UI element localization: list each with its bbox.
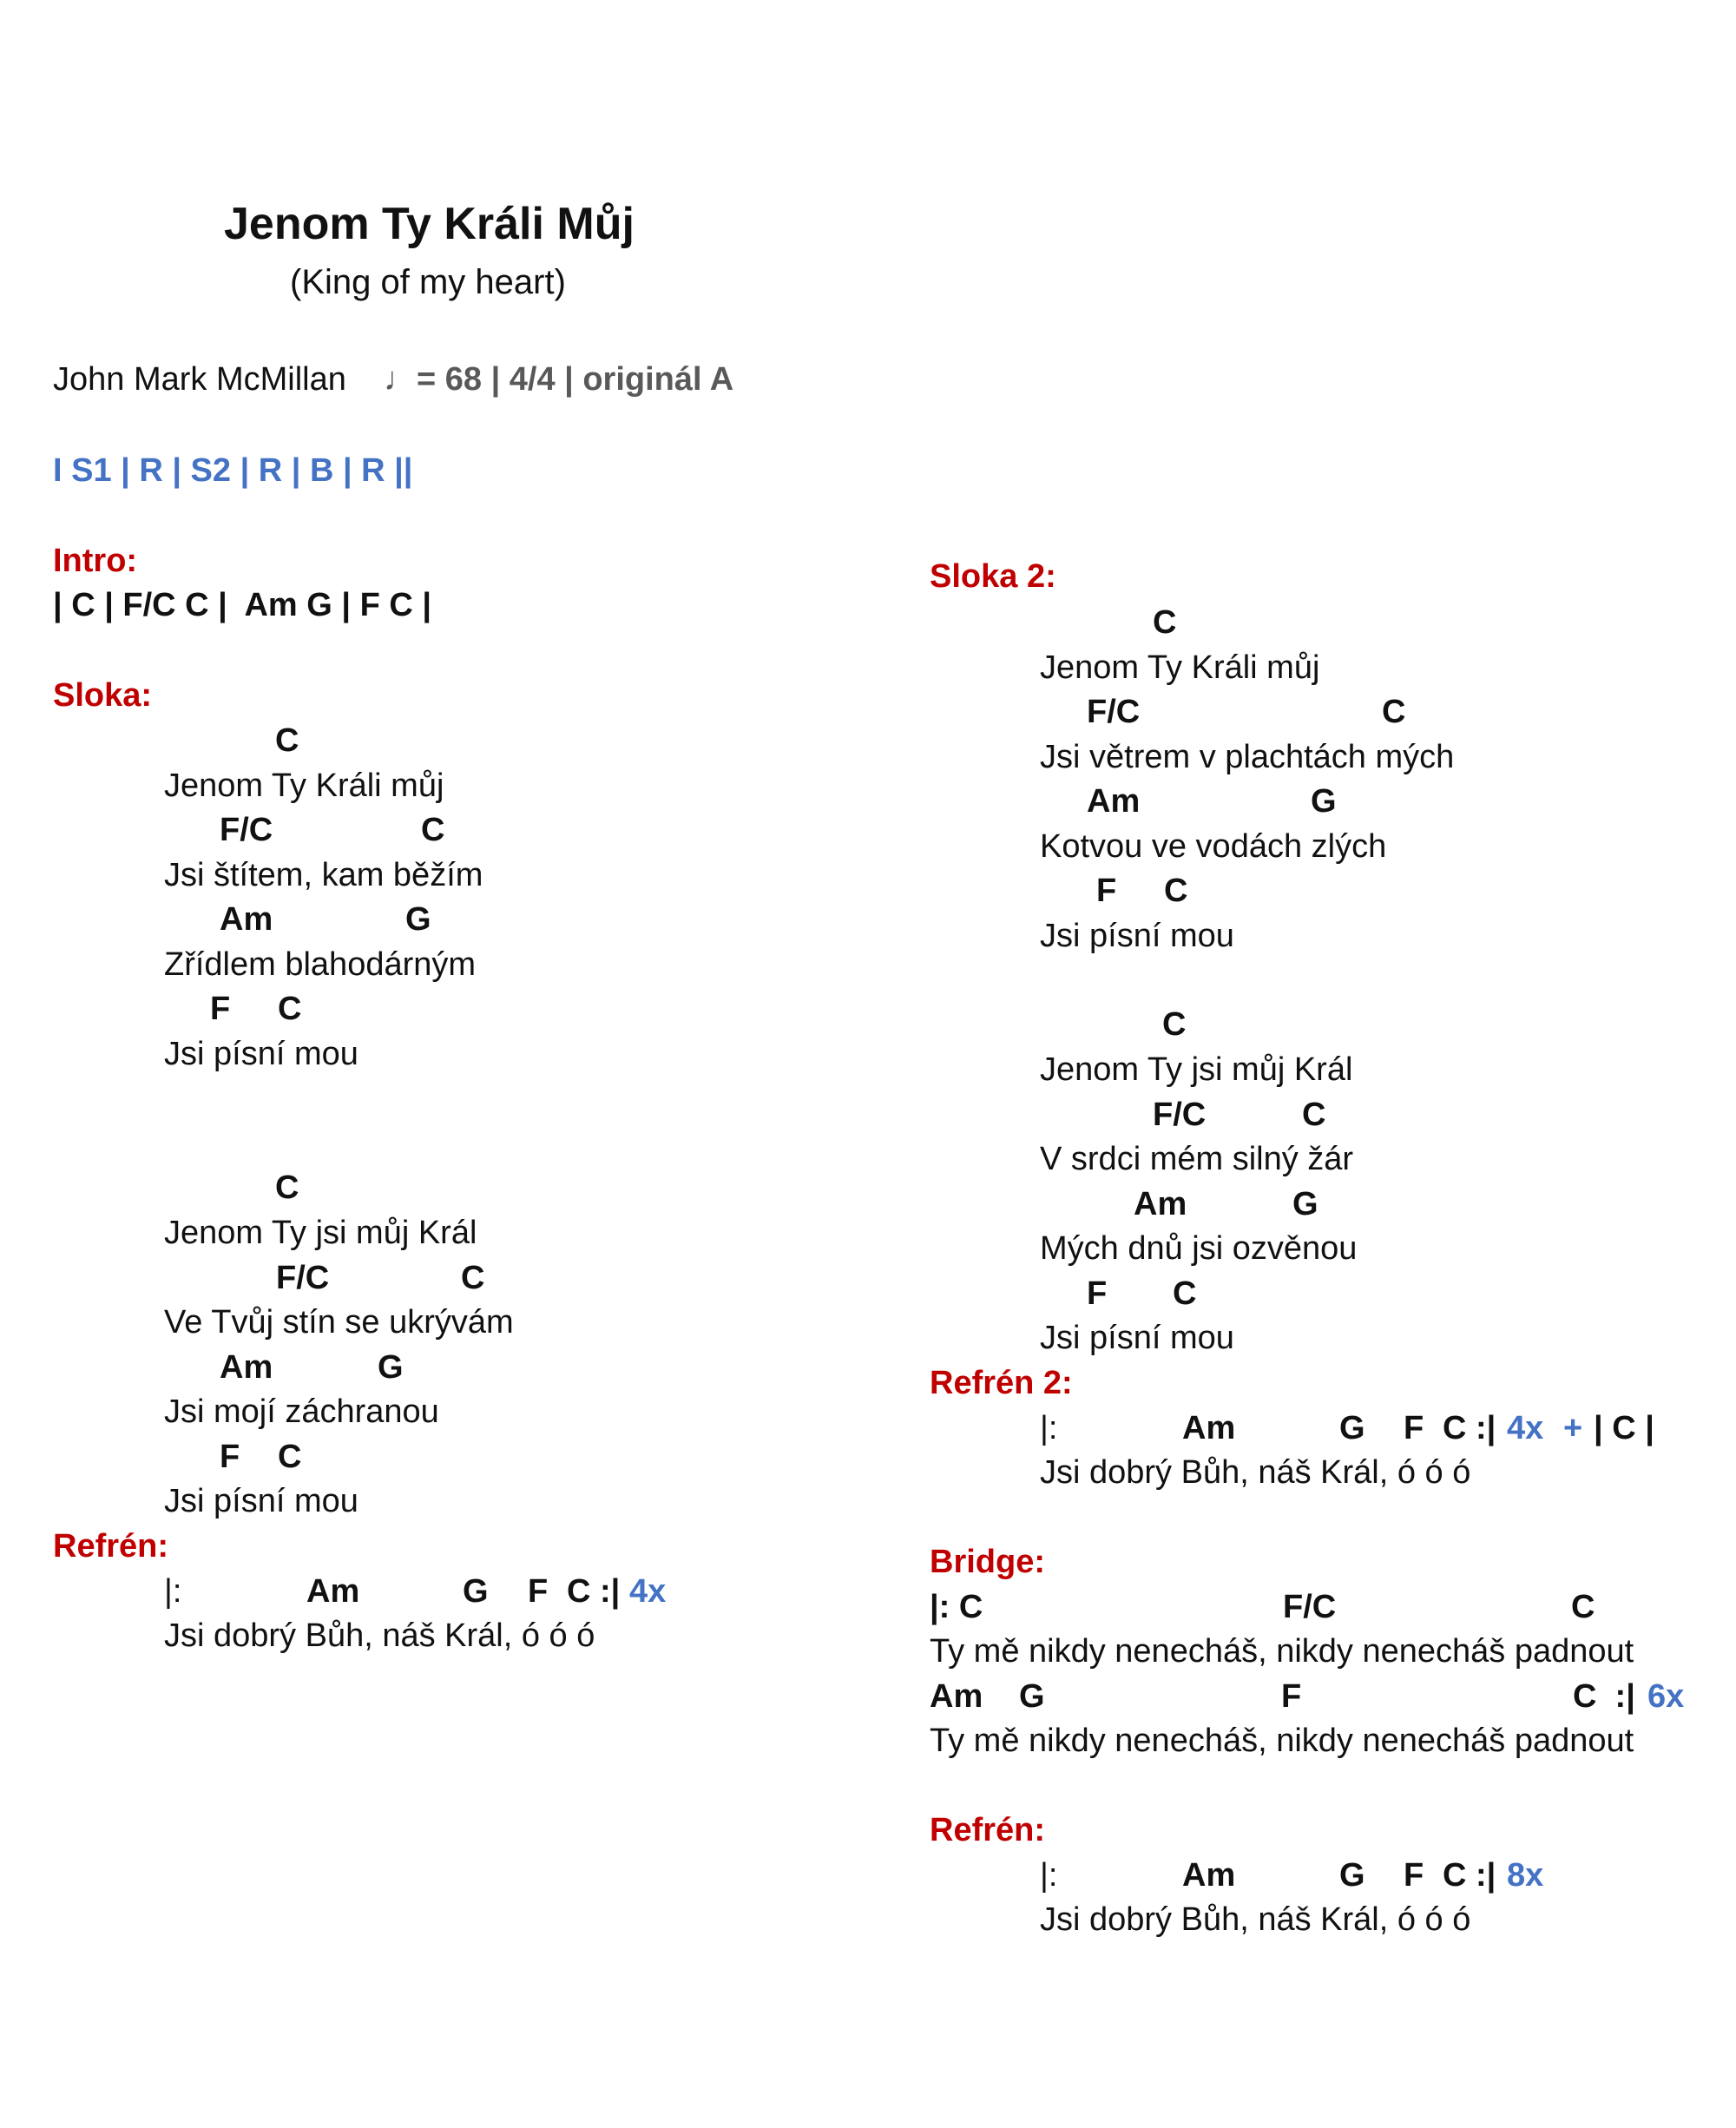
chord: C <box>1382 694 1406 730</box>
chord: Am <box>1182 1410 1236 1446</box>
repeat-count: 6x <box>1647 1678 1685 1715</box>
refren3-heading: Refrén: <box>930 1812 1046 1848</box>
intro-heading: Intro: <box>53 543 138 579</box>
song-title: Jenom Ty Králi Můj <box>224 199 635 249</box>
sloka2-heading: Sloka 2: <box>930 558 1056 595</box>
refren2-heading: Refrén 2: <box>930 1365 1073 1401</box>
song-structure: I S1 | R | S2 | R | B | R || <box>53 452 413 489</box>
repeat-open: |: <box>164 1573 182 1610</box>
chord: F/C <box>1087 694 1141 730</box>
chord: G <box>1339 1410 1365 1446</box>
song-author: John Mark McMillan <box>53 361 346 398</box>
chord: C <box>275 1169 299 1206</box>
chord: |: C <box>930 1589 983 1625</box>
lyric-line: Mých dnů jsi ozvěnou <box>1040 1230 1358 1267</box>
chord: Am <box>1134 1186 1187 1222</box>
repeat-count: 4x <box>629 1573 667 1610</box>
chord: F <box>528 1573 549 1610</box>
chord: F <box>1281 1678 1302 1715</box>
repeat-open: |: <box>1040 1410 1058 1446</box>
sloka-heading: Sloka: <box>53 677 153 714</box>
lyric-line: Jenom Ty jsi můj Král <box>1040 1051 1353 1088</box>
lyric-line: Jsi mojí záchranou <box>164 1393 439 1430</box>
chord: C <box>461 1260 485 1296</box>
chord: G <box>1339 1857 1365 1894</box>
chord: C <box>1153 604 1177 641</box>
chord: G <box>1019 1678 1045 1715</box>
intro-chords: | C | F/C C | Am G | F C | <box>53 587 431 623</box>
lyric-line: Zřídlem blahodárným <box>164 946 477 983</box>
chord: C <box>421 812 445 848</box>
lyric-line: Ve Tvůj stín se ukrývám <box>164 1304 514 1341</box>
chord: F/C <box>1283 1589 1337 1625</box>
lyric-line: V srdci mém silný žár <box>1040 1141 1354 1177</box>
repeat-count: 4x <box>1507 1410 1544 1446</box>
chord: C :| <box>1573 1678 1635 1715</box>
song-meta: ♩= 68 | 4/4 | originál A <box>384 361 734 398</box>
lyric-line: Jsi dobrý Bůh, náš Král, ó ó ó <box>164 1617 595 1654</box>
chord: C <box>278 1439 302 1475</box>
lyric-line: Kotvou ve vodách zlých <box>1040 828 1387 865</box>
chord: Am <box>1182 1857 1236 1894</box>
song-subtitle: (King of my heart) <box>290 263 566 301</box>
bridge-heading: Bridge: <box>930 1544 1045 1580</box>
chord: C <box>278 991 302 1027</box>
chord: C :| <box>1443 1410 1496 1446</box>
chord: G <box>405 901 431 938</box>
chord: F <box>1404 1410 1424 1446</box>
chord: C <box>1173 1275 1197 1312</box>
chord: Am <box>220 901 273 938</box>
chord: F <box>1404 1857 1424 1894</box>
lyric-line: Jenom Ty jsi můj Král <box>164 1215 477 1251</box>
chord: G <box>378 1349 404 1386</box>
chord: F/C <box>220 812 273 848</box>
chord: Am <box>1087 783 1141 820</box>
lyric-line: Ty mě nikdy nenecháš, nikdy nenecháš padnout <box>930 1633 1634 1670</box>
lyric-line: Jsi písní mou <box>164 1036 358 1072</box>
chord: F <box>210 991 231 1027</box>
chord: C :| <box>567 1573 621 1610</box>
chord: C <box>1162 1006 1187 1043</box>
lyric-line: Jsi písní mou <box>1040 1320 1234 1356</box>
lyric-line: Jenom Ty Králi můj <box>164 768 444 804</box>
lyric-line: Ty mě nikdy nenecháš, nikdy nenecháš padnout <box>930 1723 1634 1759</box>
lyric-line: Jsi písní mou <box>1040 918 1234 954</box>
repeat-count: 8x <box>1507 1857 1544 1894</box>
chord: G <box>1292 1186 1318 1222</box>
lyric-line: Jsi dobrý Bůh, náš Král, ó ó ó <box>1040 1454 1471 1491</box>
chord: | C | <box>1594 1410 1654 1446</box>
chord: Am <box>306 1573 360 1610</box>
lyric-line: Jsi větrem v plachtách mých <box>1040 739 1455 775</box>
chord: Am <box>220 1349 273 1386</box>
refren-heading: Refrén: <box>53 1528 169 1565</box>
chord: Am <box>930 1678 983 1715</box>
lyric-line: Jsi dobrý Bůh, náš Král, ó ó ó <box>1040 1901 1471 1938</box>
chord: G <box>463 1573 489 1610</box>
chord: C :| <box>1443 1857 1496 1894</box>
chord: F <box>1096 873 1117 909</box>
lyric-line: Jsi písní mou <box>164 1483 358 1519</box>
chord: C <box>1571 1589 1595 1625</box>
repeat-open: |: <box>1040 1857 1058 1894</box>
chord: C <box>1302 1097 1326 1133</box>
chord: F <box>220 1439 240 1475</box>
chord: F <box>1087 1275 1108 1312</box>
chord: C <box>275 722 299 759</box>
lyric-line: Jenom Ty Králi můj <box>1040 649 1320 686</box>
chord: G <box>1311 783 1337 820</box>
chord: F/C <box>276 1260 330 1296</box>
lyric-line: Jsi štítem, kam běžím <box>164 857 483 893</box>
plus-sign: + <box>1563 1410 1583 1446</box>
chord: C <box>1164 873 1188 909</box>
chord: F/C <box>1153 1097 1207 1133</box>
